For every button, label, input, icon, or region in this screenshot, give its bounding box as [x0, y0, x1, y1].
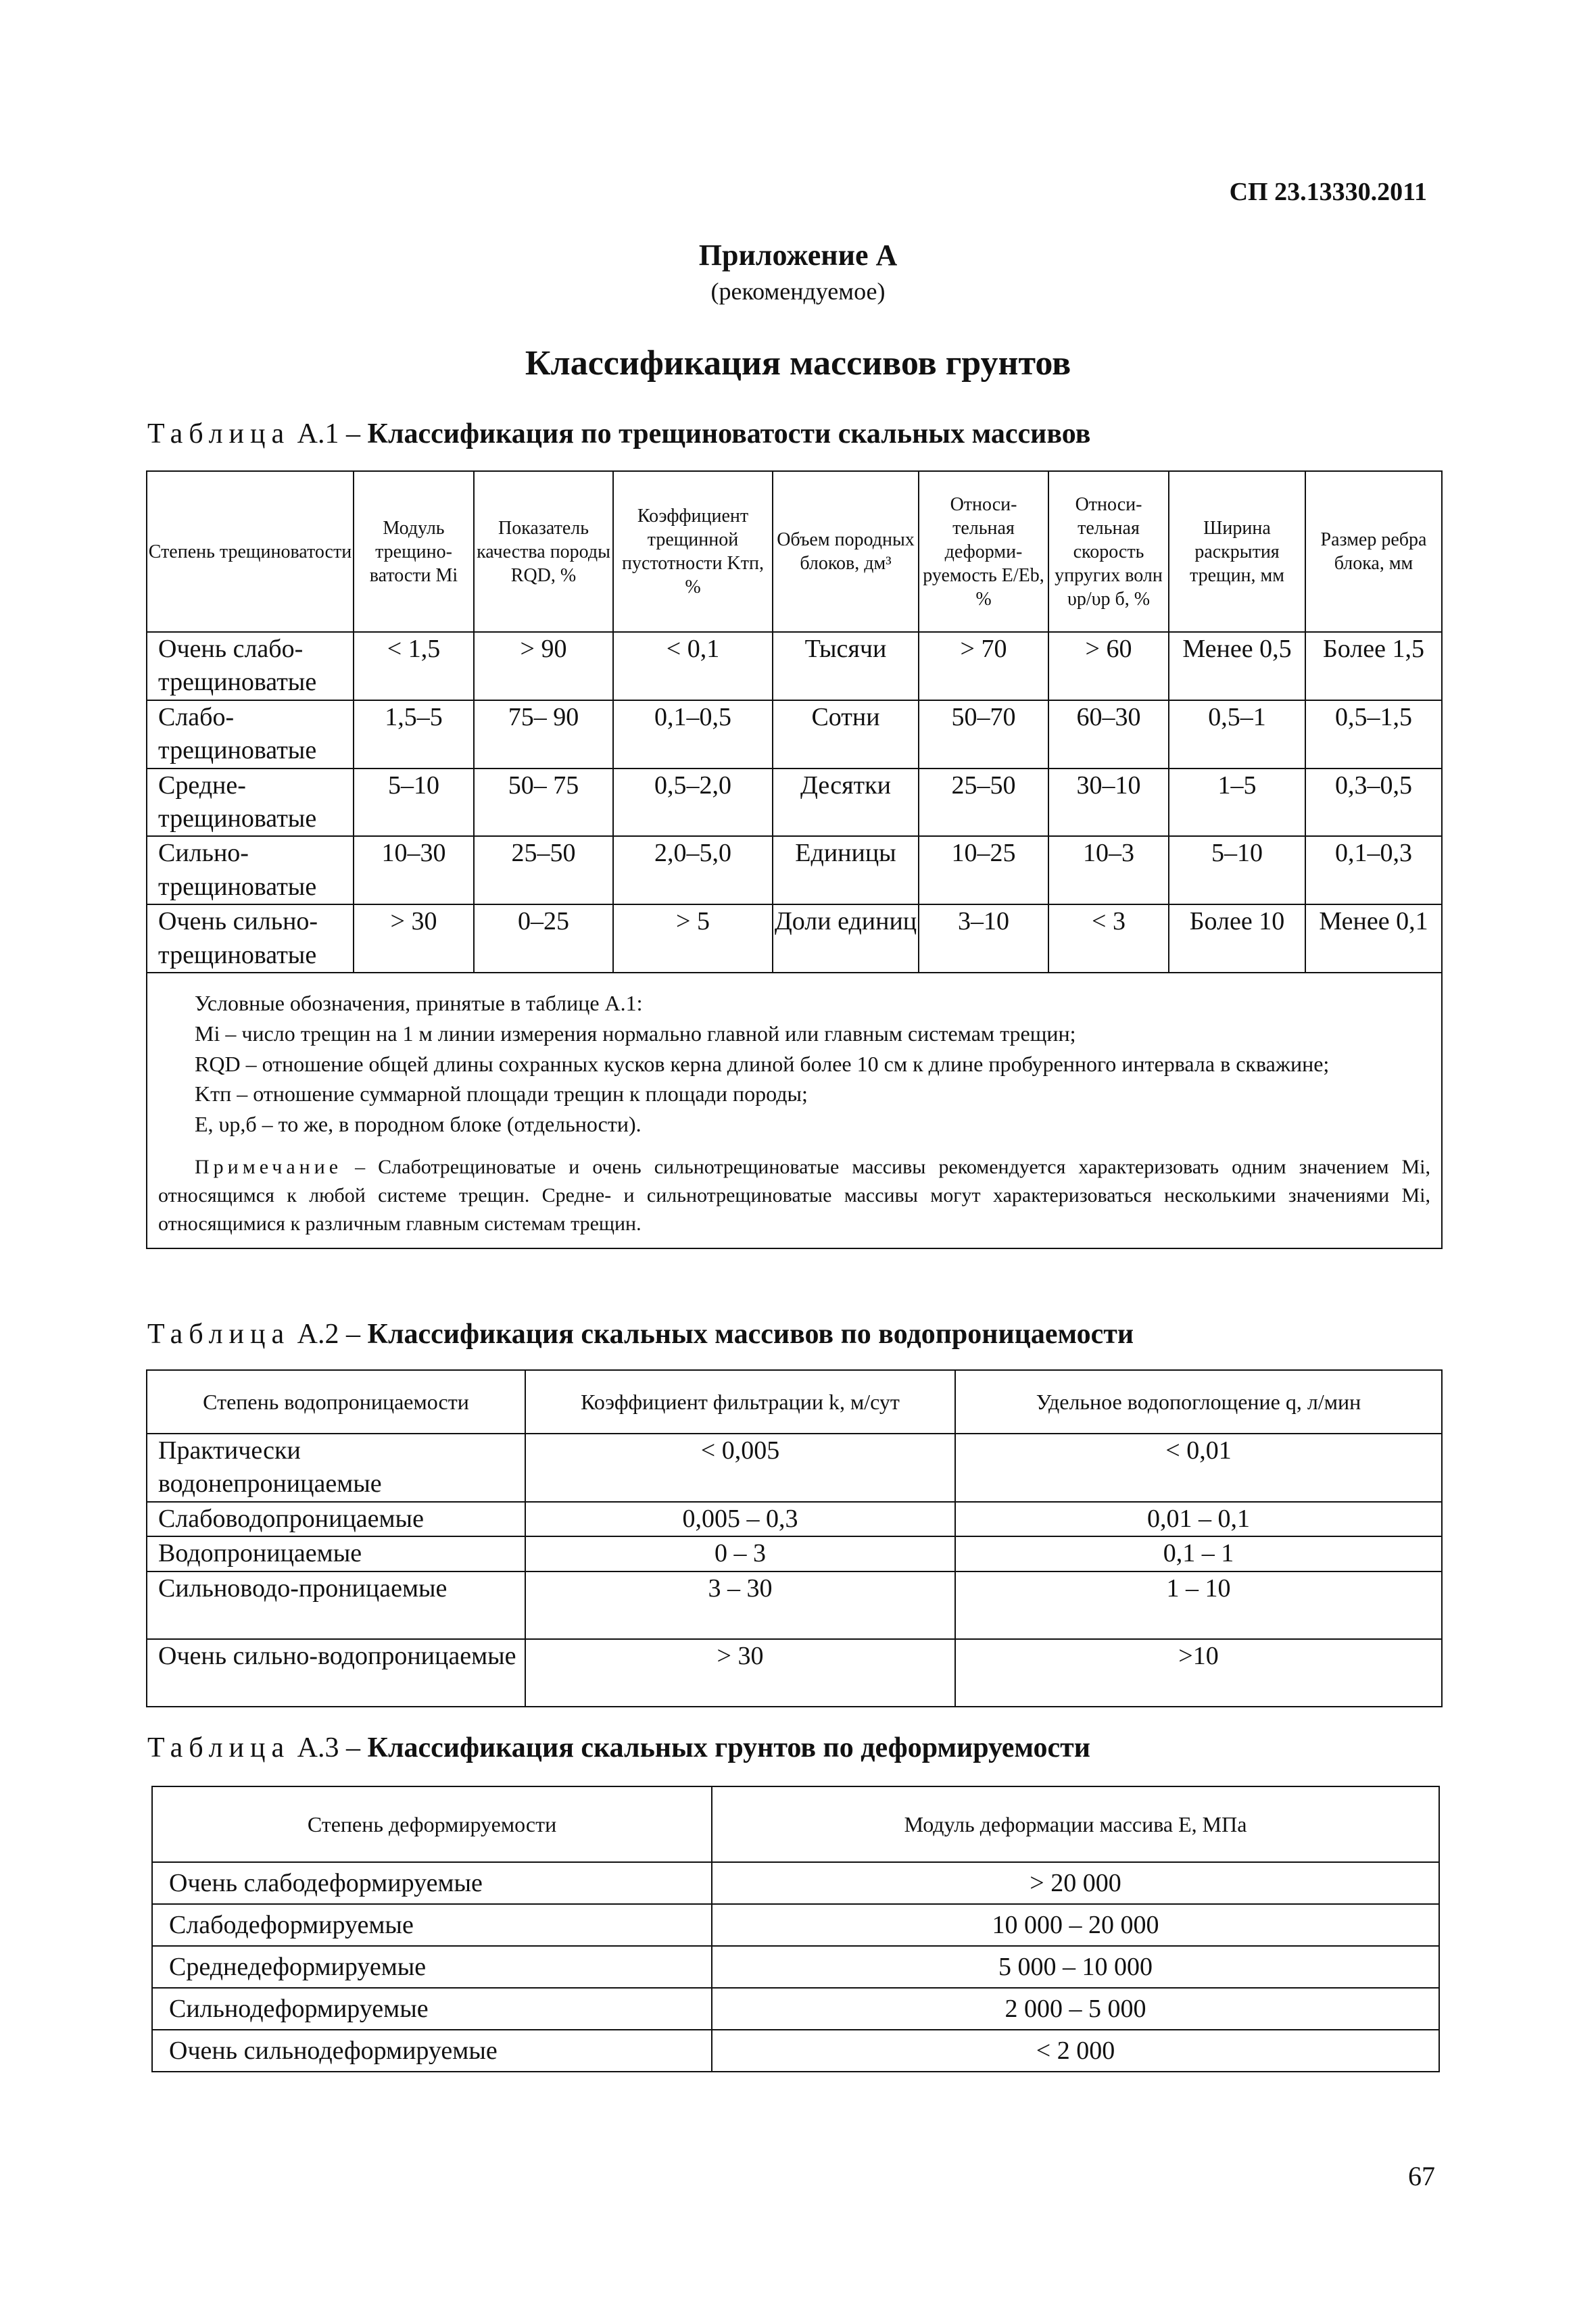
- table-row: [147, 700, 1442, 769]
- table3-header: Модуль деформации массива E, МПа: [712, 1786, 1439, 1862]
- table-cell: Десятки: [773, 769, 919, 837]
- table-cell: Сотни: [773, 700, 919, 769]
- table-cell: Тысячи: [773, 632, 919, 700]
- table-cell: 0 – 3: [525, 1536, 955, 1571]
- table-cell: 1 – 10: [955, 1571, 1442, 1639]
- main-title: Классификация массивов грунтов: [525, 344, 1071, 383]
- table-row: [147, 1434, 1442, 1502]
- legend-item: Kтп – отношение суммарной площади трещин к площади породы;: [195, 1081, 808, 1106]
- table-row: [147, 769, 1442, 837]
- table-cell: Менее 0,5: [1169, 632, 1305, 700]
- table-cell: 1–5: [1169, 769, 1305, 837]
- table1-caption-text: Классификация по трещиноватости скальных массивов: [367, 418, 1091, 449]
- table-cell: 0,1–0,3: [1305, 836, 1442, 904]
- table-row: [147, 904, 1442, 973]
- legend-item: Mi – число трещин на 1 м линии измерения нормально главной или главным системам трещин;: [195, 1021, 1076, 1046]
- table-cell: > 5: [613, 904, 773, 973]
- table3-caption-prefix: Таблица: [147, 1732, 291, 1763]
- table1-header: Относи-тельная скорость упругих волн υp/υp б, %: [1048, 471, 1169, 632]
- table3-caption: [147, 1732, 1090, 1764]
- table-row: [152, 2030, 1439, 2072]
- table-cell: Очень сильнодеформируемые: [152, 2030, 712, 2072]
- table1-header: Показатель качества породы RQD, %: [474, 471, 613, 632]
- table-cell: 5–10: [354, 769, 474, 837]
- table-cell: Доли единиц: [773, 904, 919, 973]
- table-cell: Сильноводо-проницаемые: [147, 1571, 525, 1639]
- table-cell: 0,1 – 1: [955, 1536, 1442, 1571]
- table-cell: Очень слабодеформируемые: [152, 1862, 712, 1904]
- table-cell: Средне-трещиноватые: [147, 769, 354, 837]
- table-row: [152, 1862, 1439, 1904]
- table1-header: Относи-тельная деформи-руемость E/Eb, %: [919, 471, 1048, 632]
- table-cell: < 0,1: [613, 632, 773, 700]
- table3-header: Степень деформируемости: [152, 1786, 712, 1862]
- table-cell: 10–25: [919, 836, 1048, 904]
- legend-title: Условные обозначения, принятые в таблице А.1:: [195, 990, 643, 1015]
- table-cell: Практически водонепроницаемые: [147, 1434, 525, 1502]
- note-label: Примечание: [195, 1155, 343, 1178]
- table-cell: 5 000 – 10 000: [712, 1946, 1439, 1988]
- table3: [151, 1786, 1440, 2072]
- table-row: [147, 632, 1442, 700]
- table-row: [147, 1639, 1442, 1707]
- table-cell: 1,5–5: [354, 700, 474, 769]
- table-cell: 50–70: [919, 700, 1048, 769]
- legend-item: E, υр,б – то же, в породном блоке (отдельности).: [195, 1112, 642, 1137]
- table-cell: 0–25: [474, 904, 613, 973]
- table-cell: Слабоводопроницаемые: [147, 1502, 525, 1536]
- table-cell: Слабодеформируемые: [152, 1904, 712, 1946]
- table-row: [147, 836, 1442, 904]
- table-row: [147, 1571, 1442, 1639]
- table1-caption-number: А.1 –: [297, 418, 360, 449]
- page-number: 67: [1408, 2161, 1435, 2191]
- table-cell: >10: [955, 1639, 1442, 1707]
- table-cell: < 1,5: [354, 632, 474, 700]
- table-row: [147, 1502, 1442, 1536]
- table-cell: Сильнодеформируемые: [152, 1988, 712, 2030]
- table1-header: Коэффициент трещинной пустотности Kтп, %: [613, 471, 773, 632]
- table-cell: > 70: [919, 632, 1048, 700]
- table1-header-row: [147, 471, 1442, 632]
- table-cell: > 30: [354, 904, 474, 973]
- table-cell: < 0,005: [525, 1434, 955, 1502]
- table1-notes: [147, 973, 1442, 1248]
- table-cell: 2 000 – 5 000: [712, 1988, 1439, 2030]
- table-cell: > 20 000: [712, 1862, 1439, 1904]
- table-cell: > 60: [1048, 632, 1169, 700]
- table2-header-row: [147, 1370, 1442, 1434]
- table3-caption-number: А.3 –: [297, 1732, 360, 1763]
- table-row: [147, 1536, 1442, 1571]
- legend-item: RQD – отношение общей длины сохранных кусков керна длиной более 10 см к длине пробуренного интервала в скважине;: [195, 1051, 1330, 1076]
- table-cell: Сильно-трещиноватые: [147, 836, 354, 904]
- table-cell: Очень слабо-трещиноватые: [147, 632, 354, 700]
- table-cell: 0,1–0,5: [613, 700, 773, 769]
- table1-caption: [147, 418, 1090, 450]
- table-cell: Очень сильно-водопроницаемые: [147, 1639, 525, 1707]
- table-cell: < 3: [1048, 904, 1169, 973]
- table-cell: 3 – 30: [525, 1571, 955, 1639]
- table-row: [152, 1946, 1439, 1988]
- table-cell: Единицы: [773, 836, 919, 904]
- table-cell: 10–3: [1048, 836, 1169, 904]
- table2-header: Коэффициент фильтрации k, м/сут: [525, 1370, 955, 1434]
- table-cell: Очень сильно-трещиноватые: [147, 904, 354, 973]
- table-cell: 0,5–1,5: [1305, 700, 1442, 769]
- table-cell: Водопроницаемые: [147, 1536, 525, 1571]
- table-cell: Более 10: [1169, 904, 1305, 973]
- table3-header-row: [152, 1786, 1439, 1862]
- table-cell: 0,5–2,0: [613, 769, 773, 837]
- table-cell: 3–10: [919, 904, 1048, 973]
- table-cell: 25–50: [919, 769, 1048, 837]
- table3-caption-text: Классификация скальных грунтов по деформируемости: [367, 1732, 1090, 1763]
- appendix-subtitle: (рекомендуемое): [710, 278, 886, 305]
- table1-header: Модуль трещино-ватости Mi: [354, 471, 474, 632]
- table1: [146, 470, 1443, 1249]
- table1-header: Объем породных блоков, дм³: [773, 471, 919, 632]
- table-cell: 0,3–0,5: [1305, 769, 1442, 837]
- table-cell: 0,5–1: [1169, 700, 1305, 769]
- table-cell: 50– 75: [474, 769, 613, 837]
- table1-header: Степень трещиноватости: [147, 471, 354, 632]
- table2-caption-number: А.2 –: [297, 1319, 360, 1350]
- table1-header: Размер ребра блока, мм: [1305, 471, 1442, 632]
- table1-note: [158, 1153, 1430, 1238]
- table-cell: Более 1,5: [1305, 632, 1442, 700]
- table-cell: Менее 0,1: [1305, 904, 1442, 973]
- table-cell: 2,0–5,0: [613, 836, 773, 904]
- document-code: СП 23.13330.2011: [1229, 178, 1427, 206]
- table-cell: < 0,01: [955, 1434, 1442, 1502]
- table-cell: 60–30: [1048, 700, 1169, 769]
- appendix-title: Приложение А: [698, 239, 898, 272]
- table2-header: Степень водопроницаемости: [147, 1370, 525, 1434]
- table-cell: 10 000 – 20 000: [712, 1904, 1439, 1946]
- table1-notes-row: [147, 973, 1442, 1248]
- table-cell: Среднедеформируемые: [152, 1946, 712, 1988]
- table2-caption: [147, 1318, 1134, 1350]
- table-cell: 30–10: [1048, 769, 1169, 837]
- table-row: [152, 1904, 1439, 1946]
- table1-header: Ширина раскрытия трещин, мм: [1169, 471, 1305, 632]
- table-cell: > 90: [474, 632, 613, 700]
- table2-caption-text: Классификация скальных массивов по водопроницаемости: [367, 1319, 1134, 1350]
- table-cell: Слабо-трещиноватые: [147, 700, 354, 769]
- table2: [146, 1369, 1443, 1707]
- table-cell: 10–30: [354, 836, 474, 904]
- table-cell: > 30: [525, 1639, 955, 1707]
- table-cell: 75– 90: [474, 700, 613, 769]
- table-cell: 25–50: [474, 836, 613, 904]
- table-cell: 0,01 – 0,1: [955, 1502, 1442, 1536]
- table-cell: 0,005 – 0,3: [525, 1502, 955, 1536]
- table2-header: Удельное водопоглощение q, л/мин: [955, 1370, 1442, 1434]
- table-cell: 5–10: [1169, 836, 1305, 904]
- table2-caption-prefix: Таблица: [147, 1319, 291, 1350]
- note-text: – Слаботрещиноватые и очень сильнотрещиноватые массивы рекомендуется характеризовать одним значением Mi, относящимся к любой системе трещин. Средне- и сильнотрещиноватые массивы могут характеризоваться несколькими значениями Mi, относящимися к различным главным системам трещин.: [158, 1155, 1430, 1235]
- table1-caption-prefix: Таблица: [147, 418, 291, 449]
- table-cell: < 2 000: [712, 2030, 1439, 2072]
- table-row: [152, 1988, 1439, 2030]
